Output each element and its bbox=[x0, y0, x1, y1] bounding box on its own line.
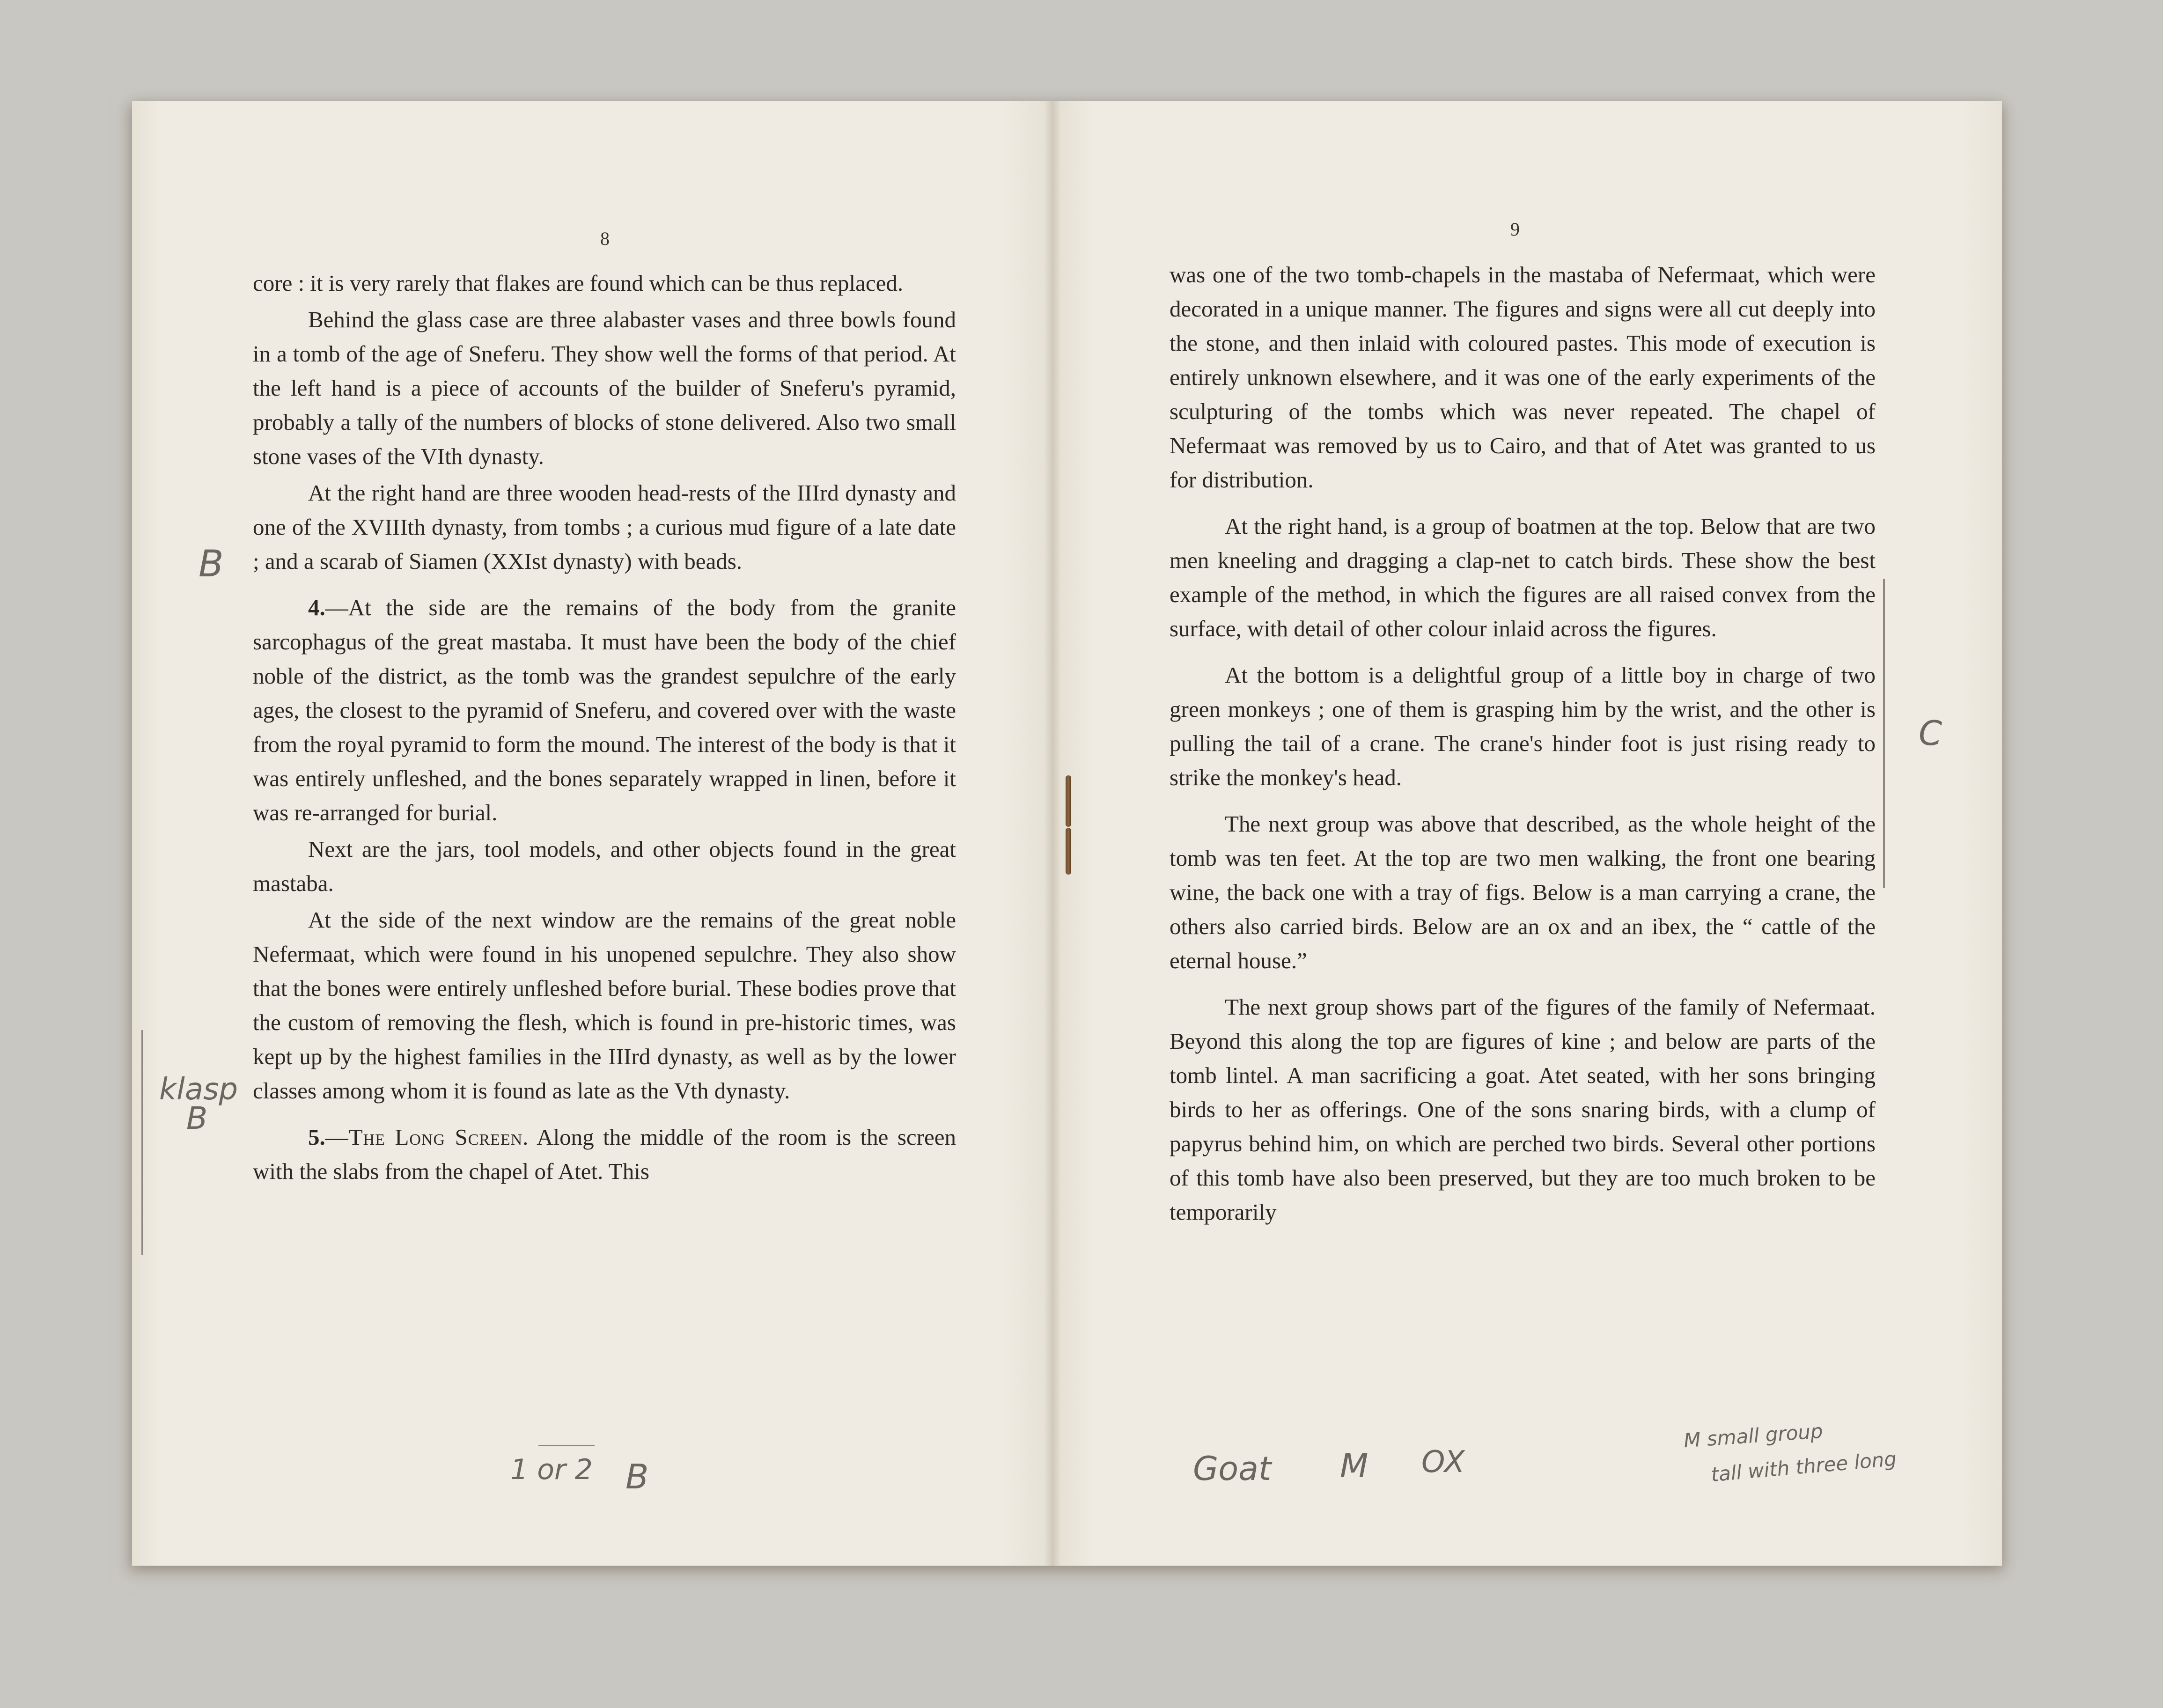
annotation-m: M bbox=[1340, 1447, 1368, 1485]
book-gutter bbox=[1044, 101, 1061, 1566]
paragraph-5-long-screen bbox=[253, 1120, 956, 1188]
annotation-underline bbox=[538, 1445, 595, 1446]
paragraph-5-title: —The Long Screen. bbox=[325, 1124, 529, 1150]
margin-line-left bbox=[141, 1030, 143, 1255]
annotation-ox: OX bbox=[1421, 1445, 1465, 1480]
annotation-note-line-1: M small group bbox=[1683, 1419, 1824, 1452]
paragraph-next-group: The next group was above that described, as the whole height of the tomb was ten feet. At the top are two men walking, the front one bearing wine, the back one with a tray of figs. Below is a man carrying a crane, the others also carried birds. Below are an ox and an ibex, the “ cattle of the eternal house.” bbox=[1170, 811, 1876, 973]
annotation-note-line-2: tall with three long bbox=[1710, 1447, 1898, 1487]
right-page-text bbox=[1170, 258, 1876, 1229]
paragraph-4-body bbox=[253, 590, 956, 830]
paragraph-5-text: Along the middle of the room is the screen with the slabs from the chapel of Atet. This bbox=[253, 1124, 956, 1184]
paragraph-family: The next group shows part of the figures of the family of Nefermaat. Beyond this along the top are figures of kine ; and below are parts of the tomb lintel. A man sacrificing a goat. Atet seated, with her sons bringing birds to her as offerings. One of the sons snaring birds, with a clump of papyrus behind him, on which are perched two birds. Several other portions of this tomb have also been preserved, but they are too much broken to be temporarily bbox=[1170, 994, 1876, 1225]
paragraph-alabaster-vases: Behind the glass case are three alabaster vases and three bowls found in a tomb of the age of Sneferu. They show well the forms of that period. At the left hand is a piece of accounts of the builder of Sneferu's pyramid, probably a tally of the numbers of blocks of stone delivered. Also two small stone vases of the VIth dynasty. bbox=[253, 307, 956, 469]
paragraph-core: core : it is very rarely that flakes are found which can be thus replaced. bbox=[253, 270, 904, 296]
paragraph-boatmen: At the right hand, is a group of boatmen at the top. Below that are two men kneeling and dragging a clap-net to catch birds. These show the best example of the method, in which the figures are all raised convex from the surface, with detail of other colour inlaid across the figures. bbox=[1170, 513, 1876, 641]
annotation-b-bottom: B bbox=[625, 1457, 649, 1496]
left-page-text bbox=[253, 266, 956, 1188]
paragraph-4-text: —At the side are the remains of the body from the granite sarcophagus of the great mastaba. It must have been the body of the chief noble of the district, as the tomb was the grandest sepulchre of the early ages, the closest to the pyramid of Sneferu, and covered over with the waste from the royal pyramid to form the mound. The interest of the body is that it was entirely unfleshed, and the bones separately wrapped in linen, before it was re-arranged for burial. bbox=[253, 595, 956, 825]
annotation-one-or-two: 1 or 2 bbox=[510, 1453, 593, 1486]
margin-line-right bbox=[1883, 579, 1885, 888]
paragraph-tomb-chapels: was one of the two tomb-chapels in the mastaba of Nefermaat, which were decorated in a unique manner. The figures and signs were all cut deeply into the stone, and then inlaid with coloured pastes. This mode of execution is entirely unknown elsewhere, and it was one of the early experiments of the sculpturing of the tombs which was never repeated. The chapel of Nefermaat was removed by us to Cairo, and that of Atet was granted to us for distribution. bbox=[1170, 262, 1876, 493]
paragraph-jars: Next are the jars, tool models, and other objects found in the great mastaba. bbox=[253, 836, 956, 896]
paragraph-4-number: 4. bbox=[308, 595, 325, 620]
annotation-c: C bbox=[1919, 714, 1942, 753]
annotation-klasp: klasp bbox=[159, 1072, 238, 1107]
paragraph-head-rests: At the right hand are three wooden head-rests of the IIIrd dynasty and one of the XVIIIth dynasty, from tombs ; a curious mud figure of a late date ; and a scarab of Siamen (XXIst dynasty) with beads. bbox=[253, 480, 956, 574]
annotation-goat: Goat bbox=[1193, 1450, 1272, 1488]
left-page-number: 8 bbox=[600, 228, 610, 249]
paragraph-nefermaat-remains: At the side of the next window are the remains of the great noble Nefermaat, which were found in his unopened sepulchre. They also show that the bones were entirely unfleshed before burial. These bodies prove that the custom of removing the flesh, which is found in pre-historic times, was kept up by the highest families in the IIIrd dynasty, as well as by the lower classes among whom it is found as late as the Vth dynasty. bbox=[253, 907, 956, 1104]
paragraph-monkeys: At the bottom is a delightful group of a little boy in charge of two green monkeys ; one of them is grasping him by the wrist, and the other is pulling the tail of a crane. The crane's hinder foot is just rising ready to strike the monkey's head. bbox=[1170, 662, 1876, 790]
lower-staple bbox=[1066, 828, 1071, 875]
annotation-b-nefermaat: B bbox=[186, 1100, 208, 1136]
upper-staple bbox=[1066, 775, 1071, 827]
paragraph-5-number: 5. bbox=[308, 1124, 325, 1150]
annotation-b-head-rests: B bbox=[199, 543, 224, 585]
right-page-number: 9 bbox=[1510, 219, 1520, 240]
